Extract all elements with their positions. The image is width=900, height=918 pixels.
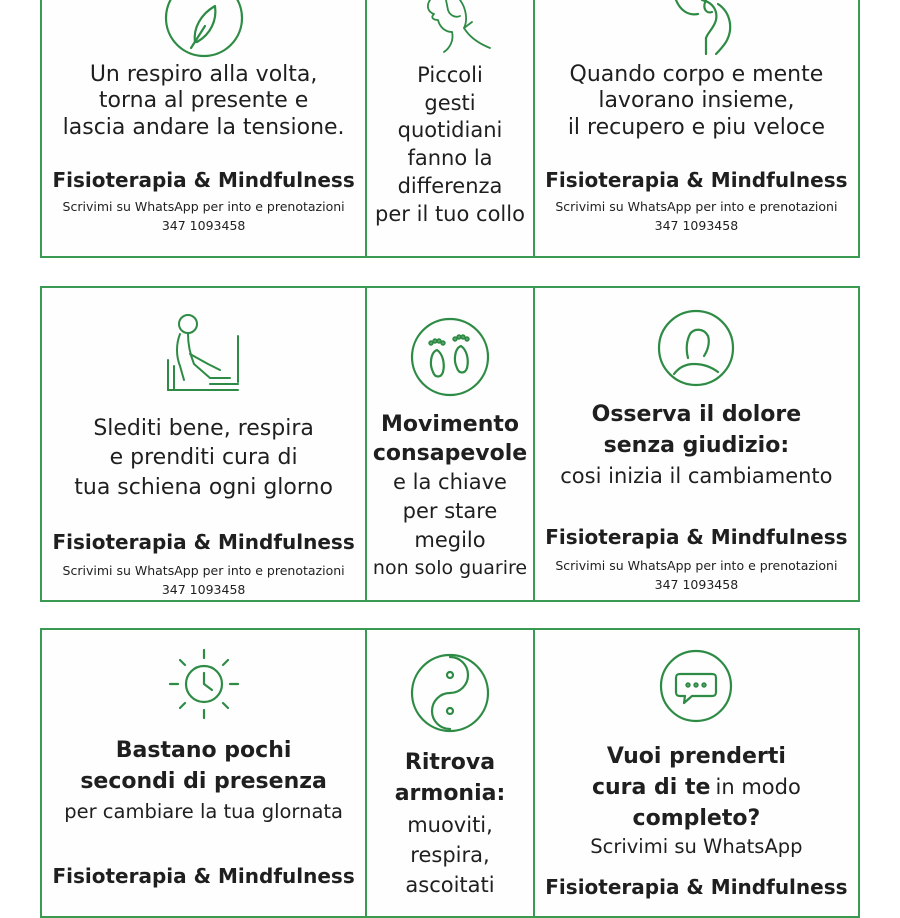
card-2-line-6: per il tuo collo [375,201,525,226]
card-6-brand: Fisioterapia & Mindfulness [545,524,848,549]
card-4-phone: 347 1093458 [161,581,246,597]
card-9-line-2b: in modo [715,774,801,799]
card-9-line-3: completo? [632,805,761,831]
card-9-line-1: Vuoi prenderti [606,744,786,769]
neck-profile-icon [400,0,500,60]
card-5 [365,288,535,600]
card-8-line-4: respira, [410,843,490,868]
card-2-line-1: Piccoli [417,63,483,87]
card-9-line-2-wrap [592,773,801,804]
card-2-line-3: quotidiani [397,118,503,143]
card-6-line-2: senza giudizio: [603,432,790,458]
card-1-line-1: Un respiro alla volta, [89,62,318,87]
card-8-line-3: muoviti, [407,812,493,837]
chat-bubble-icon [658,648,734,724]
card-1 [42,0,365,256]
card-3-contact: Scrivimi su WhatsApp per into e prenotazioni [555,199,838,215]
card-9-line-4: Scrivimi su WhatsApp [590,835,803,859]
card-5-line-6: non solo guarire [372,556,528,579]
card-3 [535,0,858,256]
card-5-line-3: e la chiave [393,470,507,495]
card-6-phone: 347 1093458 [654,576,739,592]
clock-sun-icon [164,646,244,722]
card-7 [42,630,365,916]
person-silhouette-icon [656,308,736,388]
card-3-phone: 347 1093458 [654,217,739,233]
card-4-brand: Fisioterapia & Mindfulness [52,529,355,554]
card-3-brand: Fisioterapia & Mindfulness [545,168,848,193]
card-7-line-2: secondi di presenza [80,768,327,794]
card-1-line-2: torna al presente e [98,88,309,114]
card-5-line-5: megilo [414,528,486,552]
card-7-line-1: Bastano pochi [115,738,292,763]
card-5-line-1: Movimento [380,412,520,437]
card-6-line-3: cosi inizia il cambiamento [560,463,833,488]
card-7-brand: Fisioterapia & Mindfulness [52,863,355,888]
card-4-line-2: e prenditi cura di [109,445,298,471]
yin-yang-icon [409,652,491,734]
card-3-line-1: Quando corpo e mente [569,62,824,87]
card-3-line-2: lavorano insieme, [598,88,795,114]
leaf-icon [159,0,249,60]
card-1-phone: 347 1093458 [161,217,246,233]
card-8-line-1: Ritrova [404,750,496,775]
card-2 [365,0,535,256]
card-5-line-2: consapevole [372,441,528,467]
card-4-line-1: Slediti bene, respira [93,416,314,441]
card-9-brand: Fisioterapia & Mindfulness [545,874,848,899]
card-2-line-5: differenza [397,173,503,198]
card-4-line-3: tua schiena ogni glorno [74,474,333,500]
card-6-contact: Scrivimi su WhatsApp per into e prenotazioni [555,557,838,573]
footprints-icon [409,316,491,398]
card-1-line-3: lascia andare la tensione. [62,114,345,140]
card-8 [365,630,535,916]
card-2-line-4: fanno la [407,146,493,171]
card-4 [42,288,365,600]
card-2-line-2: gesti [424,90,476,115]
card-row-1 [40,0,860,258]
card-8-line-5: ascoitati [405,873,495,898]
card-row-2 [40,286,860,602]
seated-posture-icon [154,310,254,394]
card-6 [535,288,858,600]
card-1-brand: Fisioterapia & Mindfulness [52,168,355,193]
card-6-line-1: Osserva il dolore [591,402,802,427]
card-7-line-3: per cambiare la tua glornata [64,799,343,823]
head-profile-icon [646,0,746,60]
card-5-line-4: per stare [402,499,498,524]
card-1-contact: Scrivimi su WhatsApp per into e prenotazioni [62,199,345,215]
card-9 [535,630,858,916]
card-9-line-2: cura di te [591,774,711,800]
card-4-contact: Scrivimi su WhatsApp per into e prenotazioni [62,562,345,578]
card-8-line-2: armonia: [394,780,506,806]
card-3-line-3: il recupero e piu veloce [567,114,825,140]
card-row-3 [40,628,860,918]
